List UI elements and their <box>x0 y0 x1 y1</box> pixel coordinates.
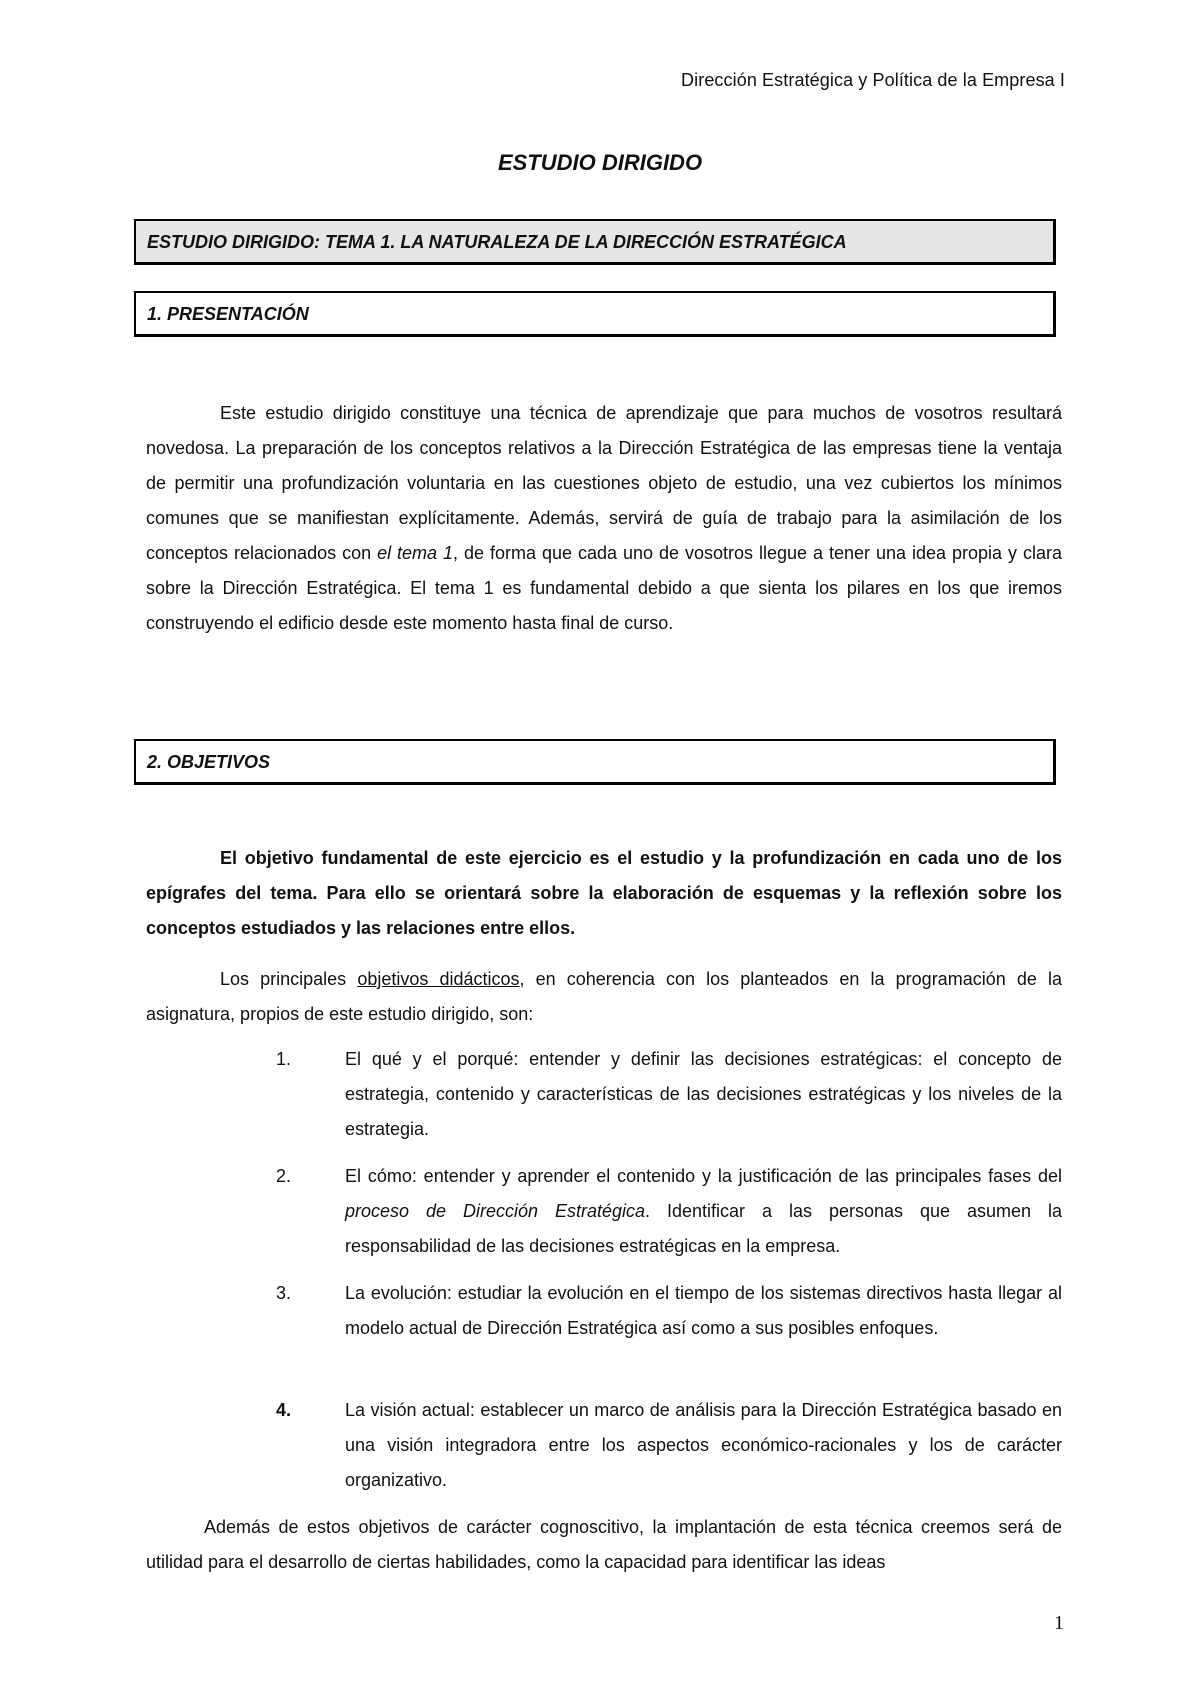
objective-text <box>345 1159 1062 1264</box>
presentacion-paragraph <box>146 396 1062 641</box>
objetivos-main-paragraph: El objetivo fundamental de este ejercicio es el estudio y la profundización en cada uno de los epígrafes del tema. Para ello se orientará sobre la elaboración de esquemas y la reflexión sobre los conceptos estudiados y las relaciones entre ellos. <box>146 848 1062 938</box>
objective-text <box>345 1042 1062 1147</box>
objective-number: 4. <box>276 1400 292 1420</box>
section-heading-objetivos: 2. OBJETIVOS <box>134 739 1056 785</box>
objective-text-italic: proceso de Dirección Estratégica <box>345 1201 646 1221</box>
objective-text-a: El cómo: entender y aprender el contenido y la justificación de las principales fases del <box>345 1166 1062 1186</box>
topic-heading-box: ESTUDIO DIRIGIDO: TEMA 1. LA NATURALEZA DE LA DIRECCIÓN ESTRATÉGICA <box>134 219 1056 265</box>
running-header: Dirección Estratégica y Política de la Empresa I <box>681 70 1065 90</box>
objective-text-a: La visión actual: establecer un marco de análisis para la Dirección Estratégica basado en una visión integradora entre los aspectos económico-racionales y los de carácter organizativo. <box>345 1400 1062 1490</box>
objective-text <box>345 1393 1062 1498</box>
objective-text <box>345 1276 1062 1346</box>
section-heading-presentacion: 1. PRESENTACIÓN <box>134 291 1056 337</box>
objetivos-didacticos-underlined: objetivos didácticos <box>357 969 520 989</box>
objetivos-intro-b: , en coherencia con los planteados en la programación de la asignatura, propios de este estudio dirigido, son: <box>146 969 1062 1024</box>
closing-paragraph: Además de estos objetivos de carácter cognoscitivo, la implantación de esta técnica creemos será de utilidad para el desarrollo de ciertas habilidades, como la capacidad para identificar las ideas <box>146 1517 1062 1572</box>
objective-text-a: El qué y el porqué: entender y definir las decisiones estratégicas: el concepto de estrategia, contenido y características de las decisiones estratégicas y los niveles de la estrategia. <box>345 1049 1062 1139</box>
objective-number: 3. <box>276 1283 292 1303</box>
objective-text-a: La evolución: estudiar la evolución en el tiempo de los sistemas directivos hasta llegar al modelo actual de Dirección Estratégica así como a sus posibles enfoques. <box>345 1283 1062 1338</box>
objective-number: 1. <box>276 1049 292 1069</box>
objective-number: 2. <box>276 1166 292 1186</box>
presentacion-text-b: , de forma que cada uno de vosotros llegue a tener una idea propia y clara sobre la Dirección Estratégica. El tema 1 es fundamental debido a que sienta los pilares en los que iremos construyendo el edificio desde este momento hasta final de curso. <box>146 543 1062 633</box>
presentacion-text-a: Este estudio dirigido constituye una técnica de aprendizaje que para muchos de vosotros resultará novedosa. La preparación de los conceptos relativos a la Dirección Estratégica de las empresas tiene la ventaja de permitir una profundización voluntaria en las cuestiones objeto de estudio, una vez cubiertos los mínimos comunes que se manifiestan explícitamente. Además, servirá de guía de trabajo para la asimilación de los conceptos relacionados con <box>146 403 1062 563</box>
presentacion-text-italic: el tema 1 <box>377 543 454 563</box>
objetivos-intro-a: Los principales <box>220 969 358 989</box>
page-number: 1 <box>1054 1612 1064 1634</box>
objective-text-b: . Identificar a las personas que asumen la responsabilidad de las decisiones estratégicas en la empresa. <box>345 1201 1062 1256</box>
objetivos-intro-paragraph <box>146 962 1062 1032</box>
document-title: ESTUDIO DIRIGIDO <box>497 150 703 175</box>
